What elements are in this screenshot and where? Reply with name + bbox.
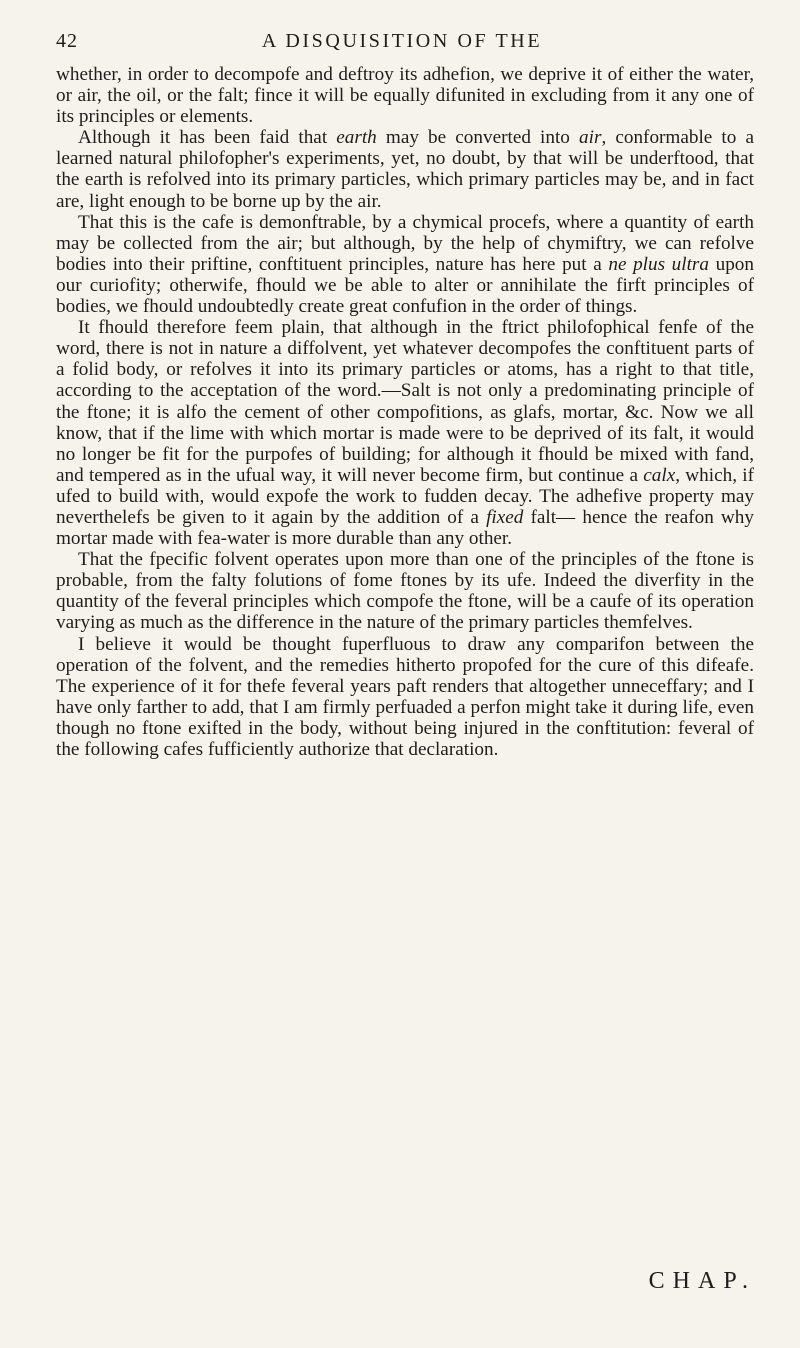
italic-text: earth: [336, 127, 377, 149]
paragraph: [56, 634, 754, 761]
text-run: , conformable to a learned natural philofopher's experiments, yet, no doubt, by that will be underftood, that the earth is refolved into its primary particles, which primary particles may be, and in fact are, light enough to be borne up by the air.: [56, 127, 754, 212]
paragraph: [56, 127, 754, 211]
text-run: That the fpecific folvent operates upon more than one of the principles of the ftone is probable, from the falty folutions of fome ftones by its ufe. Indeed the diverfity in the quantity of the feveral principles which compofe the ftone, will be a caufe of its operation varying as much as the difference in the nature of the primary particles themfelves.: [56, 549, 754, 634]
text-run: , which, if ufed to build with, would expofe the work to fudden decay. The adhefive property may neverthelefs be given to it again by the addition of a: [56, 464, 754, 528]
running-title: A DISQUISITION OF THE: [261, 30, 543, 52]
paragraph: [56, 317, 754, 549]
text-run: may be converted into: [376, 127, 580, 149]
text-run: upon our curiofity; otherwife, fhould we be able to alter or annihilate the firft principles of bodies, we fhould undoubtedly create great confufion in the order of things.: [56, 253, 754, 318]
paragraph: [56, 64, 754, 127]
italic-text: air: [579, 127, 602, 149]
text-run: Although it has been faid that: [78, 127, 337, 149]
text-run: It fhould therefore feem plain, that although in the ftrict philofophical fenfe of the word, there is not in nature a diffolvent, yet whatever decompofes the conftituent parts of a folid body, or refolves it into its primary particles or atoms, has a right to that title, according to the acceptation of the word.—Salt is not only a predominating principle of the ftone; it is alfo the cement of other compofitions, as glafs, mortar, &c. Now we all know, that if the lime with which mortar is made were to be deprived of its falt, it would no longer be fit for the purpofes of building; for although it fhould be mixed with fand, and tempered as in the ufual way, it will never become firm, but continue a: [56, 317, 754, 486]
text-run: That this is the cafe is demonftrable, by a chymical procefs, where a quantity of earth may be collected from the air; but although, by the help of chymiftry, we can refolve bodies into their priftine, conftituent principles, nature has here put a: [56, 211, 754, 275]
paragraph: [56, 212, 754, 317]
text-run: I believe it would be thought fuperfluous to draw any comparifon between the operation of the folvent, and the remedies hitherto propofed for the cure of this difeafe. The experience of it for thefe feveral years paft renders that altogether unneceffary; and I have only farther to add, that I am firmly perfuaded a perfon might take it during life, even though no ftone exifted in the body, without being injured in the conftitution: feveral of the following cafes fufficiently authorize that declaration.: [56, 633, 754, 760]
page-number: 42: [56, 30, 78, 52]
paragraph: [56, 549, 754, 633]
italic-text: calx: [643, 464, 676, 486]
text-run: falt— hence the reafon why mortar made with fea-water is more durable than any other.: [56, 506, 754, 550]
italic-text: fixed: [486, 506, 524, 528]
running-head: [56, 30, 748, 58]
body-text: [56, 64, 754, 760]
catchword: CHAP.: [648, 1268, 756, 1294]
text-run: whether, in order to decompofe and deftroy its adhefion, we deprive it of either the water, or air, the oil, or the falt; fince it will be equally difunited in excluding from it any one of its principles or elements.: [56, 64, 754, 128]
italic-text: ne plus ultra: [608, 253, 709, 275]
